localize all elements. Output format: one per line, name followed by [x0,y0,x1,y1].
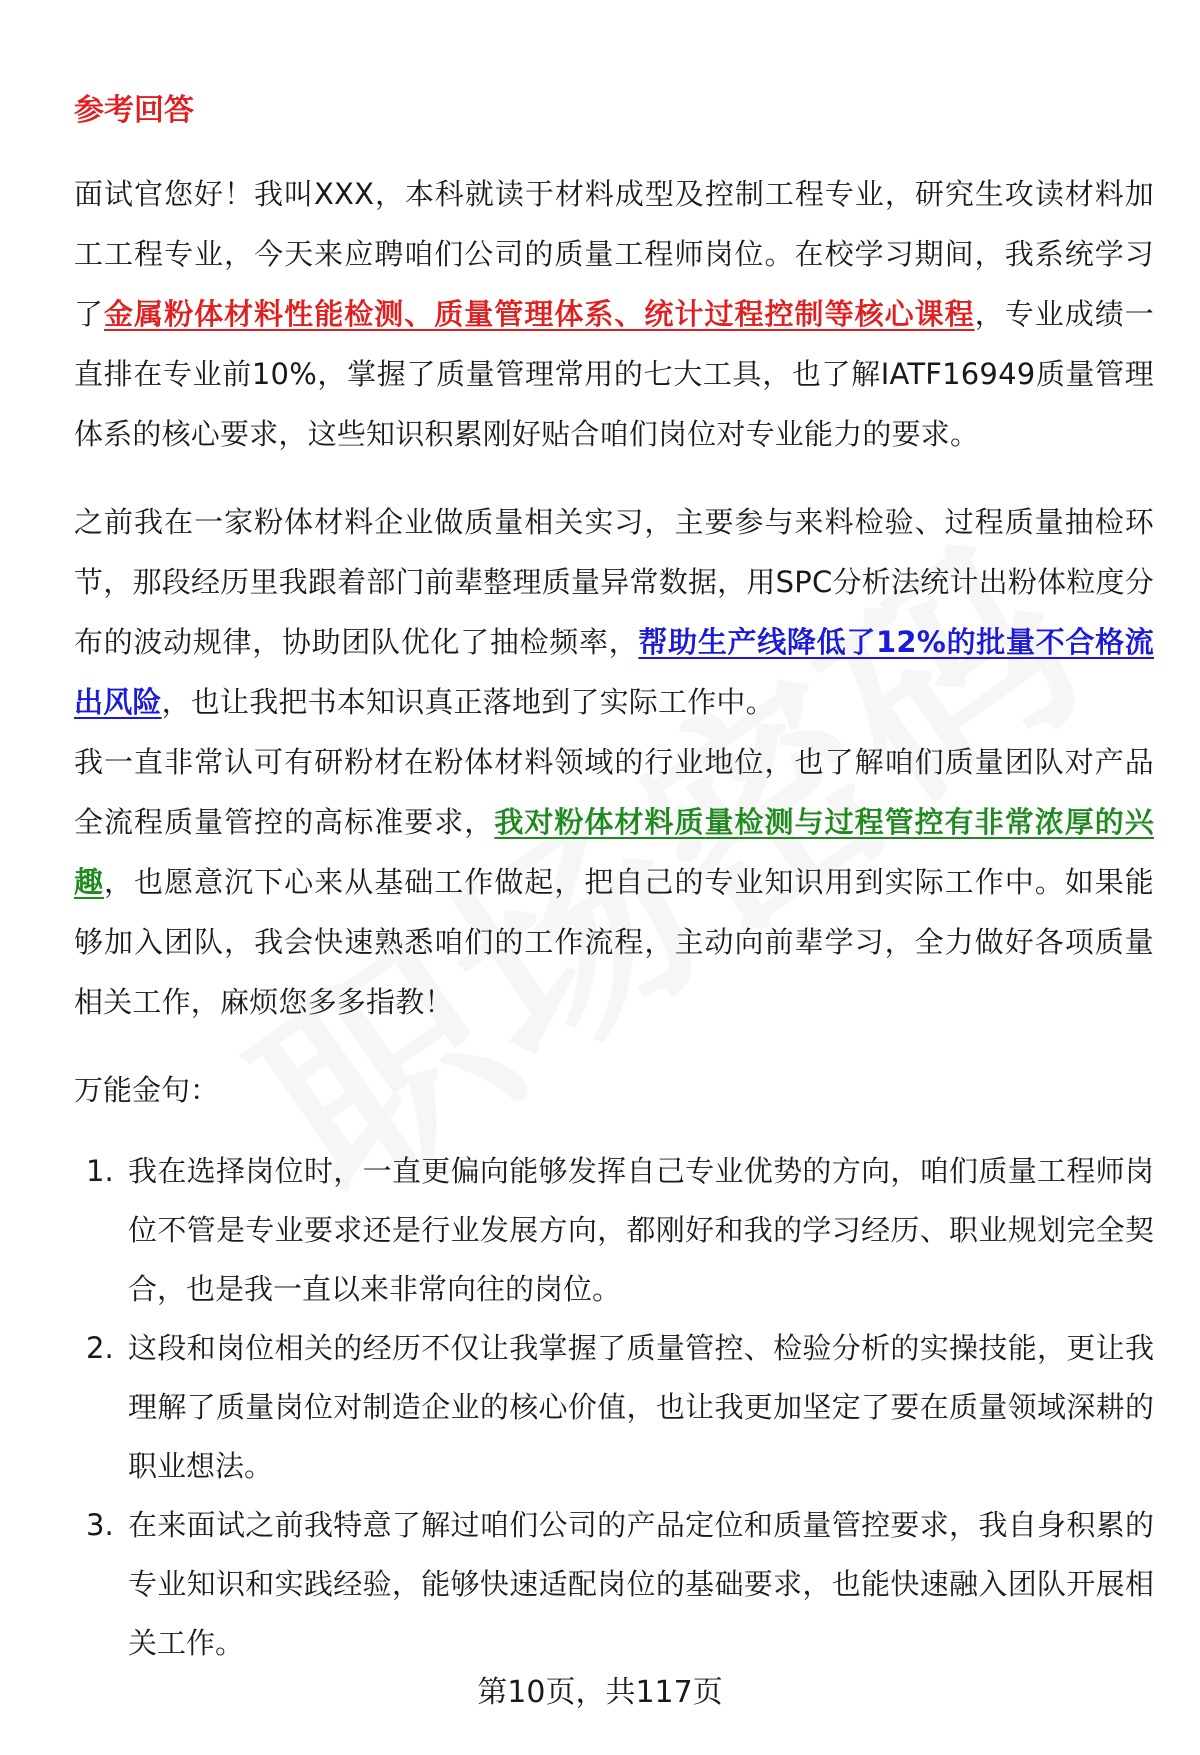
paragraph-internship [74,492,1154,732]
paragraph-text: ，也让我把书本知识真正落地到了实际工作中。 [161,685,775,719]
golden-phrases-list [74,1142,1154,1673]
section-title: 参考回答 [74,93,194,128]
list-item-number: 1. [86,1154,114,1188]
page-number: 第10页，共117页 [477,1675,723,1710]
paragraph-text: 我一直非常认可有研粉材在粉体材料领域的行业地位，也了解咱们质量团队对产品全流程质量管控的高标准要求， [74,745,1154,839]
list-item-text: 在来面试之前我特意了解过咱们公司的产品定位和质量管控要求，我自身积累的专业知识和实践经验，能够快速适配岗位的基础要求，也能快速融入团队开展相关工作。 [128,1508,1154,1660]
list-item [74,1142,1154,1319]
paragraph-text: 之前我在一家粉体材料企业做质量相关实习，主要参与来料检验、过程质量抽检环节，那段经历里我跟着部门前辈整理质量异常数据，用SPC分析法统计出粉体粒度分布的波动规律，协助团队优化了抽检频率， [74,505,1154,659]
golden-phrases-title: 万能金句： [74,1073,220,1107]
paragraph-education [74,164,1154,464]
list-item-number: 3. [86,1508,114,1542]
paragraph-motivation [74,732,1154,1032]
paragraph-text: 面试官您好！我叫XXX，本科就读于材料成型及控制工程专业，研究生攻读材料加工工程专业，今天来应聘咱们公司的质量工程师岗位。在校学习期间，我系统学习了 [74,177,1154,331]
list-item-number: 2. [86,1331,114,1365]
list-item [74,1319,1154,1496]
highlight-courses: 金属粉体材料性能检测、质量管理体系、统计过程控制等核心课程 [104,297,975,331]
paragraph-text: ，专业成绩一直排在专业前10%，掌握了质量管理常用的七大工具，也了解IATF16949质量管理体系的核心要求，这些知识积累刚好贴合咱们岗位对专业能力的要求。 [74,297,1154,451]
highlight-achievement: 帮助生产线降低了12%的批量不合格流出风险 [74,625,1154,719]
document-page [74,86,1154,1673]
list-item-text: 这段和岗位相关的经历不仅让我掌握了质量管控、检验分析的实操技能，更让我理解了质量岗位对制造企业的核心价值，也让我更加坚定了要在质量领域深耕的职业想法。 [128,1331,1154,1483]
highlight-interest: 我对粉体材料质量检测与过程管控有非常浓厚的兴趣 [74,805,1154,899]
list-item-text: 我在选择岗位时，一直更偏向能够发挥自己专业优势的方向，咱们质量工程师岗位不管是专业要求还是行业发展方向，都刚好和我的学习经历、职业规划完全契合，也是我一直以来非常向往的岗位。 [128,1154,1154,1306]
paragraph-text: ，也愿意沉下心来从基础工作做起，把自己的专业知识用到实际工作中。如果能够加入团队，我会快速熟悉咱们的工作流程，主动向前辈学习，全力做好各项质量相关工作，麻烦您多多指教！ [74,865,1154,1019]
list-item [74,1496,1154,1673]
